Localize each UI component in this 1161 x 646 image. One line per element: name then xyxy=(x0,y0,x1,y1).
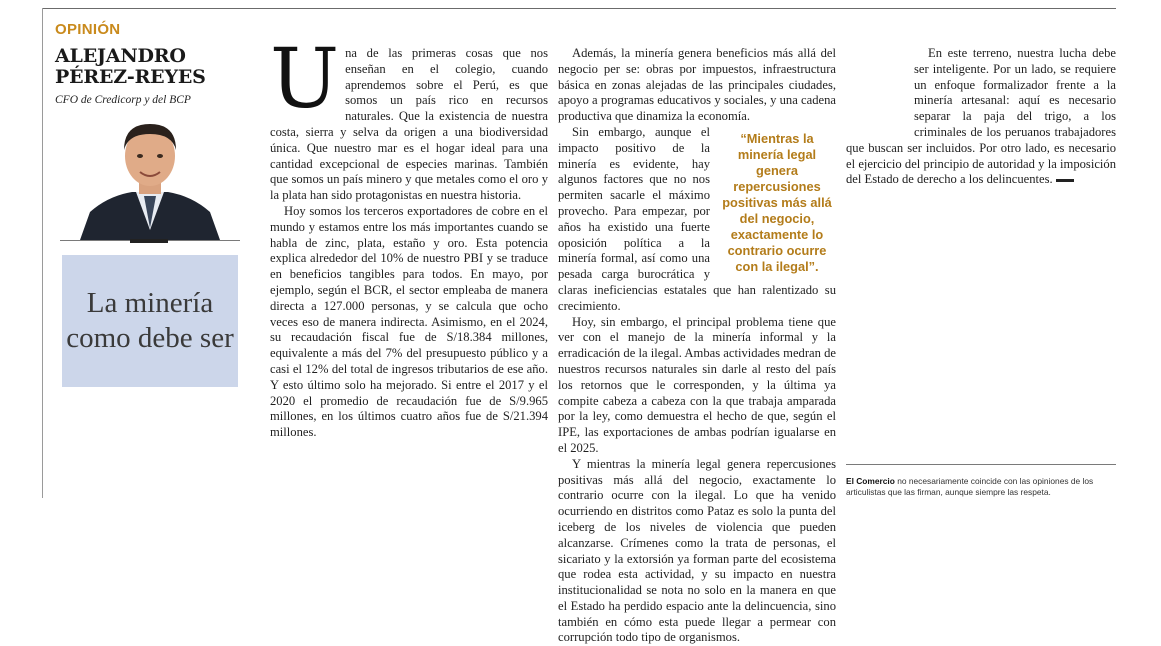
author-name-line1: ALEJANDRO xyxy=(55,45,186,67)
article-title: La minería como debe ser xyxy=(66,287,234,354)
section-label: OPINIÓN xyxy=(55,21,121,38)
paragraph-4: Sin embargo, aunque el impacto positivo de la minería es evidente, hay algunos factores que no nos permiten sacarle el máximo provecho. Para empezar, por años ha existido una fuerte oposición política a la minería formal, así como una pesada carga burocrática y claras ineficiencias estatales que han ralentizado su crecimiento. xyxy=(558,124,836,313)
paragraph-1-text: na de las primeras cosas que nos enseñan en el colegio, cuando aprendemos sobre el Perú, es que somos un país rico en recursos naturales. Que la existencia de nuestra costa, sierra y selva da origen a una biodiversidad única. Que nuestro mar es el hogar ideal para una cantidad excepcional de especies marinas. También que somos un país minero y que metales como el oro y la plata han sido protagonistas en nuestra historia. xyxy=(270,46,548,203)
article-column-2 xyxy=(558,46,836,646)
disclaimer-brand: El Comercio xyxy=(846,476,895,486)
paragraph-1 xyxy=(270,32,548,204)
article-column-3 xyxy=(846,46,1116,188)
paragraph-6: Y mientras la minería legal genera repercusiones positivas más allá del negocio, exactamente lo contrario ocurre con la ilegal. Lo que ha venido ocurriendo en distritos como Pataz es solo la punta del iceberg de los niveles de violencia que pueden alcanzarse. Crímenes como la trata de personas, el sicariato y la extorsión ya forman parte del ecosistema que rodea esta actividad, y su impacto en nuestra institucionalidad se nota no solo en la manera en que el Estado ha perdido espacio ante la delincuencia, sino también en cómo esta puede llegar a permear con corrupción todo tipo de organismos. xyxy=(558,456,836,645)
footer-rule xyxy=(846,464,1116,465)
disclaimer-text: no necesariamente coincide con las opiniones de los articulistas que las firman, aunque siempre las respeta. xyxy=(846,476,1094,497)
author-photo xyxy=(60,112,240,240)
author-photo-illustration xyxy=(60,112,240,240)
paragraph-3: Además, la minería genera beneficios más allá del negocio per se: obras por impuestos, infraestructura básica en zonas alejadas de las principales ciudades, apoyo a programas educativos y sociales, y una cadena productiva que dinamiza la economía. xyxy=(558,46,836,124)
author-name-line2: PÉREZ-REYES xyxy=(55,66,206,88)
paragraph-2: Hoy somos los terceros exportadores de cobre en el mundo y estamos entre los más importantes cuando se habla de zinc, plata, estaño y oro. Esta potencia explica alrededor del 10% de nuestro PBI y se traduce en beneficios tangibles para todos. En mayo, por ejemplo, según el BCR, el sector empleaba de manera directa a 127.000 personas, y se calcula que ocho veces eso de manera indirecta. Asimismo, en el 2024, su recaudación fiscal fue de S/18.384 millones, equivalente a más del 7% del presupuesto público y a casi el 12% del total de ingresos tributarios de ese año. Y esto último solo ha mejorado. Si entre el 2017 y el 2020 el promedio de recaudación fue de S/9.965 millones, en los últimos cuatro años fue de S/21.394 millones. xyxy=(270,203,548,440)
drop-cap: U xyxy=(270,32,340,127)
article-column-1 xyxy=(270,32,548,441)
author-name xyxy=(55,46,235,88)
article-title-box xyxy=(62,255,238,387)
photo-marker xyxy=(130,239,168,243)
end-mark xyxy=(1056,179,1074,182)
top-rule xyxy=(42,8,1116,9)
author-role: CFO de Credicorp y del BCP xyxy=(55,94,191,106)
left-rule xyxy=(42,8,43,498)
pull-quote: “Mientras la minería legal genera repercusiones positivas más allá del negocio, exactamente lo contrario ocurre con la ilegal”. xyxy=(722,130,832,274)
disclaimer xyxy=(846,476,1118,497)
column-3-spacer xyxy=(846,46,914,138)
paragraph-7-text: En este terreno, nuestra lucha debe ser inteligente. Por un lado, se requiere un enfoque formalizador frente a la minería artesanal: aquí es necesario separar la paja del trigo, a los criminales de los peruanos trabajadores que buscan ser incluidos. Por otro lado, es necesario el ejercicio del principio de autoridad y la imposición del Estado de derecho a los delincuentes. xyxy=(846,46,1116,187)
paragraph-5: Hoy, sin embargo, el principal problema tiene que ver con el manejo de la minería informal y la erradicación de la ilegal. Ambas actividades medran de nuestros recursos naturales sin darle al resto del país los retornos que le corresponden, y la última ya compite cabeza a cabeza con la que trabaja amparada por la ley, como demuestra el hecho de que, según el IPE, las exportaciones de ambas podrían igualarse en el 2025. xyxy=(558,314,836,455)
